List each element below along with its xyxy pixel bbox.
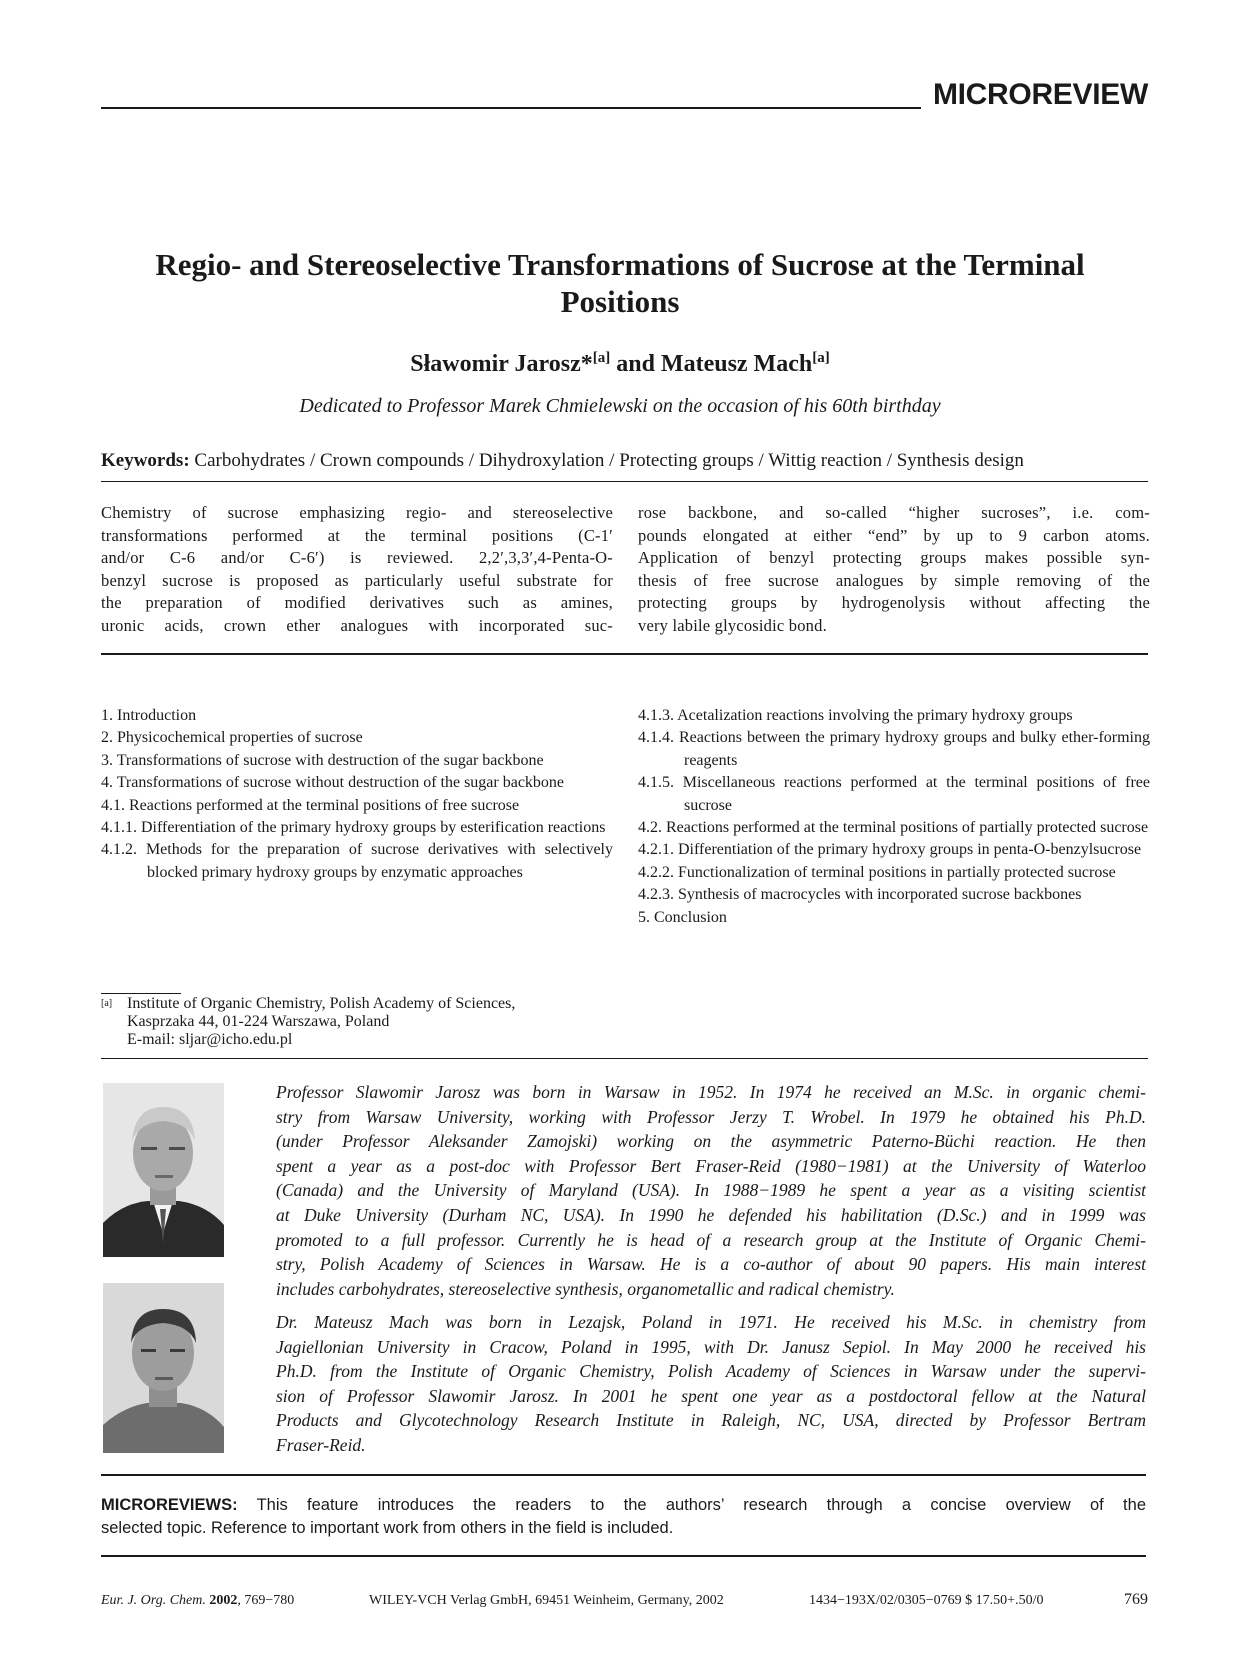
- abstract-line: benzyl sucrose is proposed as particularly useful substrate for: [101, 570, 613, 590]
- footer-journal: Eur. J. Org. Chem.: [101, 1593, 206, 1608]
- toc-item: 4.1.5. Miscellaneous reactions performed at the terminal positions of free sucrose: [638, 774, 1150, 814]
- author-2-affiliation: [a]: [812, 350, 830, 366]
- toc-item: 4.2.3. Synthesis of macrocycles with incorporated sucrose backbones: [638, 886, 1082, 904]
- author-1-affiliation: [a]: [592, 350, 611, 366]
- footnote-address: Kasprzaka 44, 01-224 Warszawa, Poland: [127, 1013, 390, 1030]
- abstract-left-column: [101, 502, 613, 637]
- toc-item: 4.2. Reactions performed at the terminal positions of partially protected sucrose: [638, 819, 1149, 837]
- keywords-list: Carbohydrates / Crown compounds / Dihydroxylation / Protecting groups / Wittig reaction / Synthesis design: [194, 450, 1024, 471]
- toc-right-column: [638, 705, 1150, 929]
- header-rule: [101, 107, 921, 109]
- bio-line: Jagiellonian University in Cracow, Poland in 1995, with Dr. Janusz Sepiol. In May 2000 he received his: [276, 1336, 1146, 1357]
- abstract-line: Chemistry of sucrose emphasizing regio- and stereoselective: [101, 503, 613, 522]
- toc-item: 4.2.2. Functionalization of terminal positions in partially protected sucrose: [638, 863, 1116, 881]
- toc-item: 4.2.1. Differentiation of the primary hydroxy groups in penta-O-benzylsucrose: [638, 841, 1142, 859]
- toc-item: 2. Physicochemical properties of sucrose: [101, 729, 363, 747]
- abstract-line: rose backbone, and so-called “higher sucroses”, i.e. com-: [638, 503, 1150, 522]
- abstract-line: very labile glycosidic bond.: [638, 615, 827, 635]
- dedication: Dedicated to Professor Marek Chmielewski on the occasion of his 60th birthday: [299, 395, 941, 417]
- abstract-line: pounds elongated at either “end” by up to 9 carbon atoms.: [638, 525, 1150, 545]
- author-1: Sławomir Jarosz*: [410, 351, 593, 377]
- bio-line: stry, Polish Academy of Sciences in Warsaw. He is a co-author of about 90 papers. His main interest: [276, 1254, 1146, 1275]
- bio-rule: [101, 1058, 1148, 1059]
- footnote-institute: Institute of Organic Chemistry, Polish Academy of Sciences,: [127, 995, 516, 1012]
- toc-item: 4.1.1. Differentiation of the primary hydroxy groups by esterification reactions: [101, 819, 606, 837]
- bio-line: (under Professor Aleksander Zamojski) working on the asymmetric Paterno-Büchi reaction. He then: [276, 1131, 1146, 1152]
- abstract-rule: [101, 653, 1148, 655]
- page-footer: [101, 1593, 1148, 1613]
- footer-pages: , 769−780: [237, 1593, 295, 1608]
- author-1-biography: [276, 1080, 1146, 1301]
- author-1-photo: [103, 1083, 224, 1257]
- bio-line: Professor Slawomir Jarosz was born in Warsaw in 1952. In 1974 he received an M.Sc. in organic chemi-: [276, 1082, 1146, 1102]
- microreviews-label: MICROREVIEWS:: [101, 1496, 238, 1514]
- author-2-photo: [103, 1283, 224, 1453]
- author-2: Mateusz Mach: [660, 351, 813, 377]
- microreviews-text-2: selected topic. Reference to important work from others in the field is included.: [101, 1518, 674, 1537]
- footnote-rule: [101, 993, 181, 994]
- bio-line: stry from Warsaw University, working with Professor Jerzy T. Wrobel. In 1979 he obtained his Ph.D.: [276, 1106, 1146, 1127]
- page-number: 769: [1124, 1591, 1148, 1608]
- author-joiner: and: [610, 351, 661, 377]
- bio-line: at Duke University (Durham NC, USA). In 1990 he defended his habilitation (D.Sc.) and in 1999 was: [276, 1204, 1146, 1225]
- bio-line: promoted to a full professor. Currently he is head of a research group at the Institute of Organic Chemi-: [276, 1229, 1146, 1250]
- keywords: [101, 450, 1151, 472]
- keywords-label: Keywords:: [101, 450, 190, 471]
- footer-year: 2002: [209, 1593, 238, 1608]
- bio-line: includes carbohydrates, stereoselective synthesis, organometallic and radical chemistry.: [276, 1278, 895, 1299]
- footer-citation: [101, 1593, 295, 1609]
- footer-publisher: WILEY-VCH Verlag GmbH, 69451 Weinheim, Germany, 2002: [369, 1593, 724, 1608]
- portrait-image: [103, 1283, 224, 1453]
- microreviews-text-1: This feature introduces the readers to the authors’ research through a concise overview of the: [237, 1496, 1146, 1514]
- bio-line: Ph.D. from the Institute of Organic Chemistry, Polish Academy of Sciences in Warsaw under the supervi-: [276, 1361, 1146, 1382]
- bio-line: Fraser-Reid.: [276, 1434, 366, 1455]
- bio-line: (Canada) and the University of Maryland (USA). In 1988−1989 he spent a year as a visiting scientist: [276, 1180, 1146, 1201]
- toc-item: 4.1. Reactions performed at the terminal positions of free sucrose: [101, 796, 520, 814]
- keywords-rule: [101, 481, 1148, 482]
- section-label: MICROREVIEW: [932, 78, 1148, 111]
- bio-line: sion of Professor Slawomir Jarosz. In 2001 he spent one year as a postdoctoral fellow at the Natural: [276, 1385, 1146, 1406]
- abstract-line: uronic acids, crown ether analogues with incorporated suc-: [101, 615, 613, 635]
- toc-item: 3. Transformations of sucrose with destruction of the sugar backbone: [101, 751, 544, 769]
- title-line-1: Regio- and Stereoselective Transformations of Sucrose at the Terminal: [155, 247, 1085, 282]
- bio-line: Products and Glycotechnology Research Institute in Raleigh, NC, USA, directed by Professor Bertram: [276, 1410, 1146, 1431]
- toc-item: 4.1.4. Reactions between the primary hydroxy groups and bulky ether-forming reagents: [638, 729, 1150, 769]
- abstract-line: protecting groups by hydrogenolysis without affecting the: [638, 593, 1150, 612]
- toc-item: 5. Conclusion: [638, 908, 727, 926]
- abstract-right-column: [638, 502, 1150, 637]
- abstract-line: thesis of free sucrose analogues by simple removing of the: [638, 570, 1150, 590]
- microreviews-rule-top: [101, 1474, 1146, 1476]
- author-2-biography: [276, 1310, 1146, 1458]
- microreviews-note: [101, 1494, 1146, 1539]
- toc-item: 4. Transformations of sucrose without destruction of the sugar backbone: [101, 774, 565, 792]
- toc-item: 4.1.2. Methods for the preparation of sucrose derivatives with selectively blocked primary hydroxy groups by enzymatic approaches: [101, 841, 613, 881]
- abstract-line: transformations performed at the terminal positions (C-1′: [101, 525, 613, 545]
- toc-item: 4.1.3. Acetalization reactions involving the primary hydroxy groups: [638, 707, 1073, 724]
- bio-line: Dr. Mateusz Mach was born in Lezajsk, Poland in 1971. He received his M.Sc. in chemistry from: [276, 1312, 1146, 1332]
- footer-issn: 1434−193X/02/0305−0769 $ 17.50+.50/0: [809, 1593, 1044, 1608]
- footnote-mark: [a]: [101, 998, 113, 1009]
- bio-line: spent a year as a post-doc with Professor Bert Fraser-Reid (1980−1981) at the University of Waterloo: [276, 1155, 1146, 1176]
- abstract-line: Application of benzyl protecting groups makes possible syn-: [638, 548, 1150, 567]
- author-line: [120, 350, 1120, 378]
- abstract-line: and/or C-6 and/or C-6′) is reviewed. 2,2′,3,3′,4-Penta-O-: [101, 548, 613, 567]
- abstract-line: the preparation of modified derivatives such as amines,: [101, 593, 613, 612]
- article-title: [120, 246, 1120, 320]
- toc-left-column: [101, 705, 613, 884]
- footnote-email: E-mail: sljar@icho.edu.pl: [127, 1031, 293, 1048]
- microreviews-rule-bottom: [101, 1555, 1146, 1557]
- title-line-2: Positions: [560, 284, 680, 319]
- affiliation-footnote: [101, 995, 621, 1049]
- toc-item: 1. Introduction: [101, 707, 197, 724]
- portrait-image: [103, 1083, 224, 1257]
